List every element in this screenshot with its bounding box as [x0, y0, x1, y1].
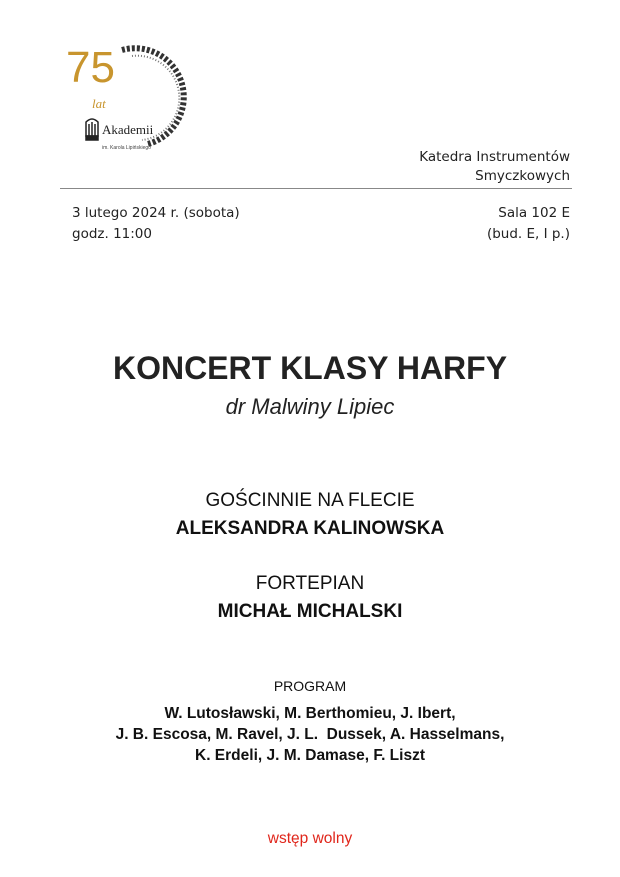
- guest-role: GOŚCINNIE NA FLECIE: [205, 490, 415, 511]
- academy-logo: [62, 36, 188, 162]
- event-room: Sala 102 E: [498, 205, 570, 221]
- event-time: godz. 11:00: [72, 226, 152, 242]
- program-label: PROGRAM: [273, 678, 347, 694]
- program-line: K. Erdeli, J. M. Damase, F. Liszt: [195, 747, 425, 764]
- guest-name: ALEKSANDRA KALINOWSKA: [175, 518, 445, 539]
- location: [487, 203, 570, 245]
- concert-subtitle: dr Malwiny Lipiec: [225, 394, 395, 419]
- guest-name: MICHAŁ MICHALSKI: [217, 601, 403, 622]
- date-time: [72, 203, 240, 245]
- department-line: Katedra Instrumentów: [419, 149, 570, 165]
- divider: [60, 188, 572, 189]
- program-line: J. B. Escosa, M. Ravel, J. L. Dussek, A. Hasselmans,: [115, 726, 505, 743]
- program-list: [0, 703, 620, 766]
- svg-text:lat: lat: [92, 96, 106, 111]
- program-line: W. Lutosławski, M. Berthomieu, J. Ibert,: [164, 705, 456, 722]
- department: [419, 148, 570, 186]
- department-line: Smyczkowych: [475, 168, 570, 184]
- admission-note: wstęp wolny: [267, 830, 353, 847]
- guest-role: FORTEPIAN: [255, 573, 365, 594]
- event-building: (bud. E, I p.): [486, 226, 570, 242]
- svg-text:im. Karola Lipińskiego: im. Karola Lipińskiego: [102, 145, 151, 151]
- svg-text:75: 75: [66, 43, 115, 92]
- svg-text:Akademii: Akademii: [102, 122, 154, 137]
- event-date: 3 lutego 2024 r. (sobota): [72, 205, 240, 221]
- concert-title: KONCERT KLASY HARFY: [112, 350, 508, 386]
